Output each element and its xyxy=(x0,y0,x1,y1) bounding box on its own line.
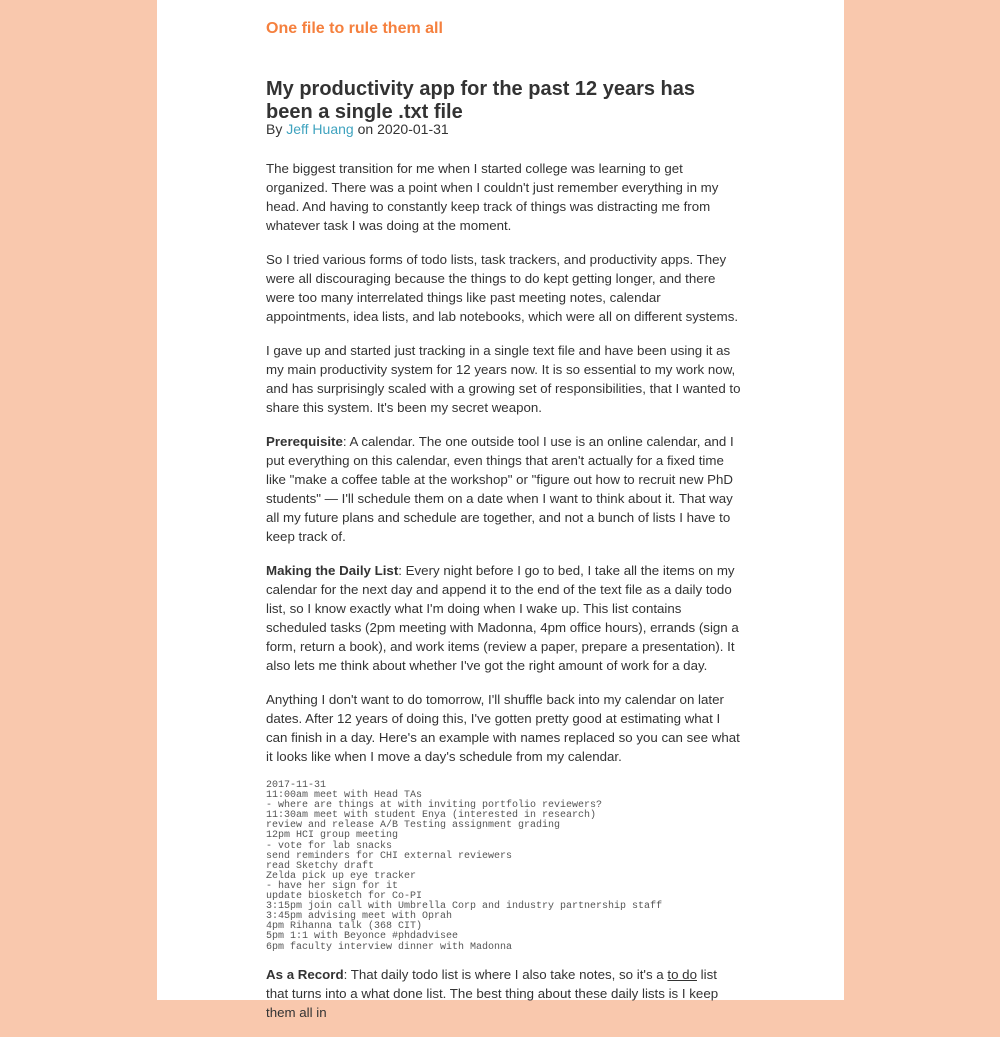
prerequisite-label: Prerequisite xyxy=(266,434,343,449)
paragraph-as-a-record xyxy=(266,965,741,1022)
paragraph-6: Anything I don't want to do tomorrow, I'll shuffle back into my calendar on later dates. After 12 years of doing this, I've gotten pretty good at estimating what I can finish in a day. Here's an example with names replaced so you can see what it looks like when I move a day's schedule from my calendar. xyxy=(266,692,740,764)
post-title: My productivity app for the past 12 years has been a single .txt file xyxy=(266,78,696,123)
paragraph-3: I gave up and started just tracking in a single text file and have been using it as my main productivity system for 12 years now. It is so essential to my work now, and has surprisingly scaled with a growing set of responsibilities, that I wanted to share this system. It's been my secret weapon. xyxy=(266,343,741,415)
as-a-record-text-b: list that turns into a what done list. The best thing about these daily lists is I keep them all in xyxy=(266,966,719,1020)
paragraph-daily-list xyxy=(266,561,741,675)
byline-mid: on xyxy=(353,121,378,137)
author-link[interactable]: Jeff Huang xyxy=(286,121,354,137)
as-a-record-text-a: : That daily todo list is where I also take notes, so it's a xyxy=(343,966,668,982)
paragraph-2: So I tried various forms of todo lists, task trackers, and productivity apps. They were all discouraging because the things to do kept getting longer, and there were too many interrelated things like past meeting notes, calendar appointments, idea lists, and lab notebooks, which were all on different systems. xyxy=(266,252,739,324)
to-do-underlined: to do xyxy=(667,966,697,982)
paragraph-prerequisite xyxy=(266,432,741,546)
post-date: 2020-01-31 xyxy=(377,121,449,137)
daily-list-label: Making the Daily List xyxy=(266,563,399,578)
site-title-link[interactable]: One file to rule them all xyxy=(266,20,443,37)
page xyxy=(157,0,844,1020)
paragraph-1: The biggest transition for me when I started college was learning to get organized. There was a point when I couldn't just remember everything in my head. And having to constantly keep track of things was distracting me from whatever task I was doing at the moment. xyxy=(266,161,719,233)
article-body xyxy=(266,159,741,1037)
byline xyxy=(266,120,449,139)
daily-list-text: : Every night before I go to bed, I take all the items on my calendar for the next day and append it to the end of the text file as a daily todo list, so I know exactly what I'm doing when I wake up. This list contains scheduled tasks (2pm meeting with Madonna, 4pm office hours), errands (sign a form, return a book), and work items (review a paper, prepare a presentation). It also lets me think about whether I've got the right amount of work for a day. xyxy=(266,563,739,673)
as-a-record-label: As a Record xyxy=(266,966,344,982)
example-todo-code-block: 2017-11-31 11:00am meet with Head TAs - where are things at with inviting portfolio reviewers? 11:30am meet with student Enya (interested in research) review and release A/B Testing assignment grading 12pm HCI group meeting - vote for lab snacks send reminders for CHI external reviewers read Sketchy draft Zelda pick up eye tracker - have her sign for it update biosketch for Co-PI 3:15pm join call with Umbrella Corp and industry partnership staff 3:45pm advising meet with Oprah 4pm Rihanna talk (368 CIT) 5pm 1:1 with Beyonce #phdadvisee 6pm faculty interview dinner with Madonna xyxy=(266,780,663,953)
prerequisite-text: : A calendar. The one outside tool I use is an online calendar, and I put everything on this calendar, even things that aren't actually for a fixed time like "make a coffee table at the workshop" or "figure out how to recruit new PhD students" — I'll schedule them on a date when I want to think about it. That way all my future plans and schedule are together, and not a bunch of lists I have to keep track of. xyxy=(266,434,734,544)
byline-prefix: By xyxy=(266,121,287,137)
